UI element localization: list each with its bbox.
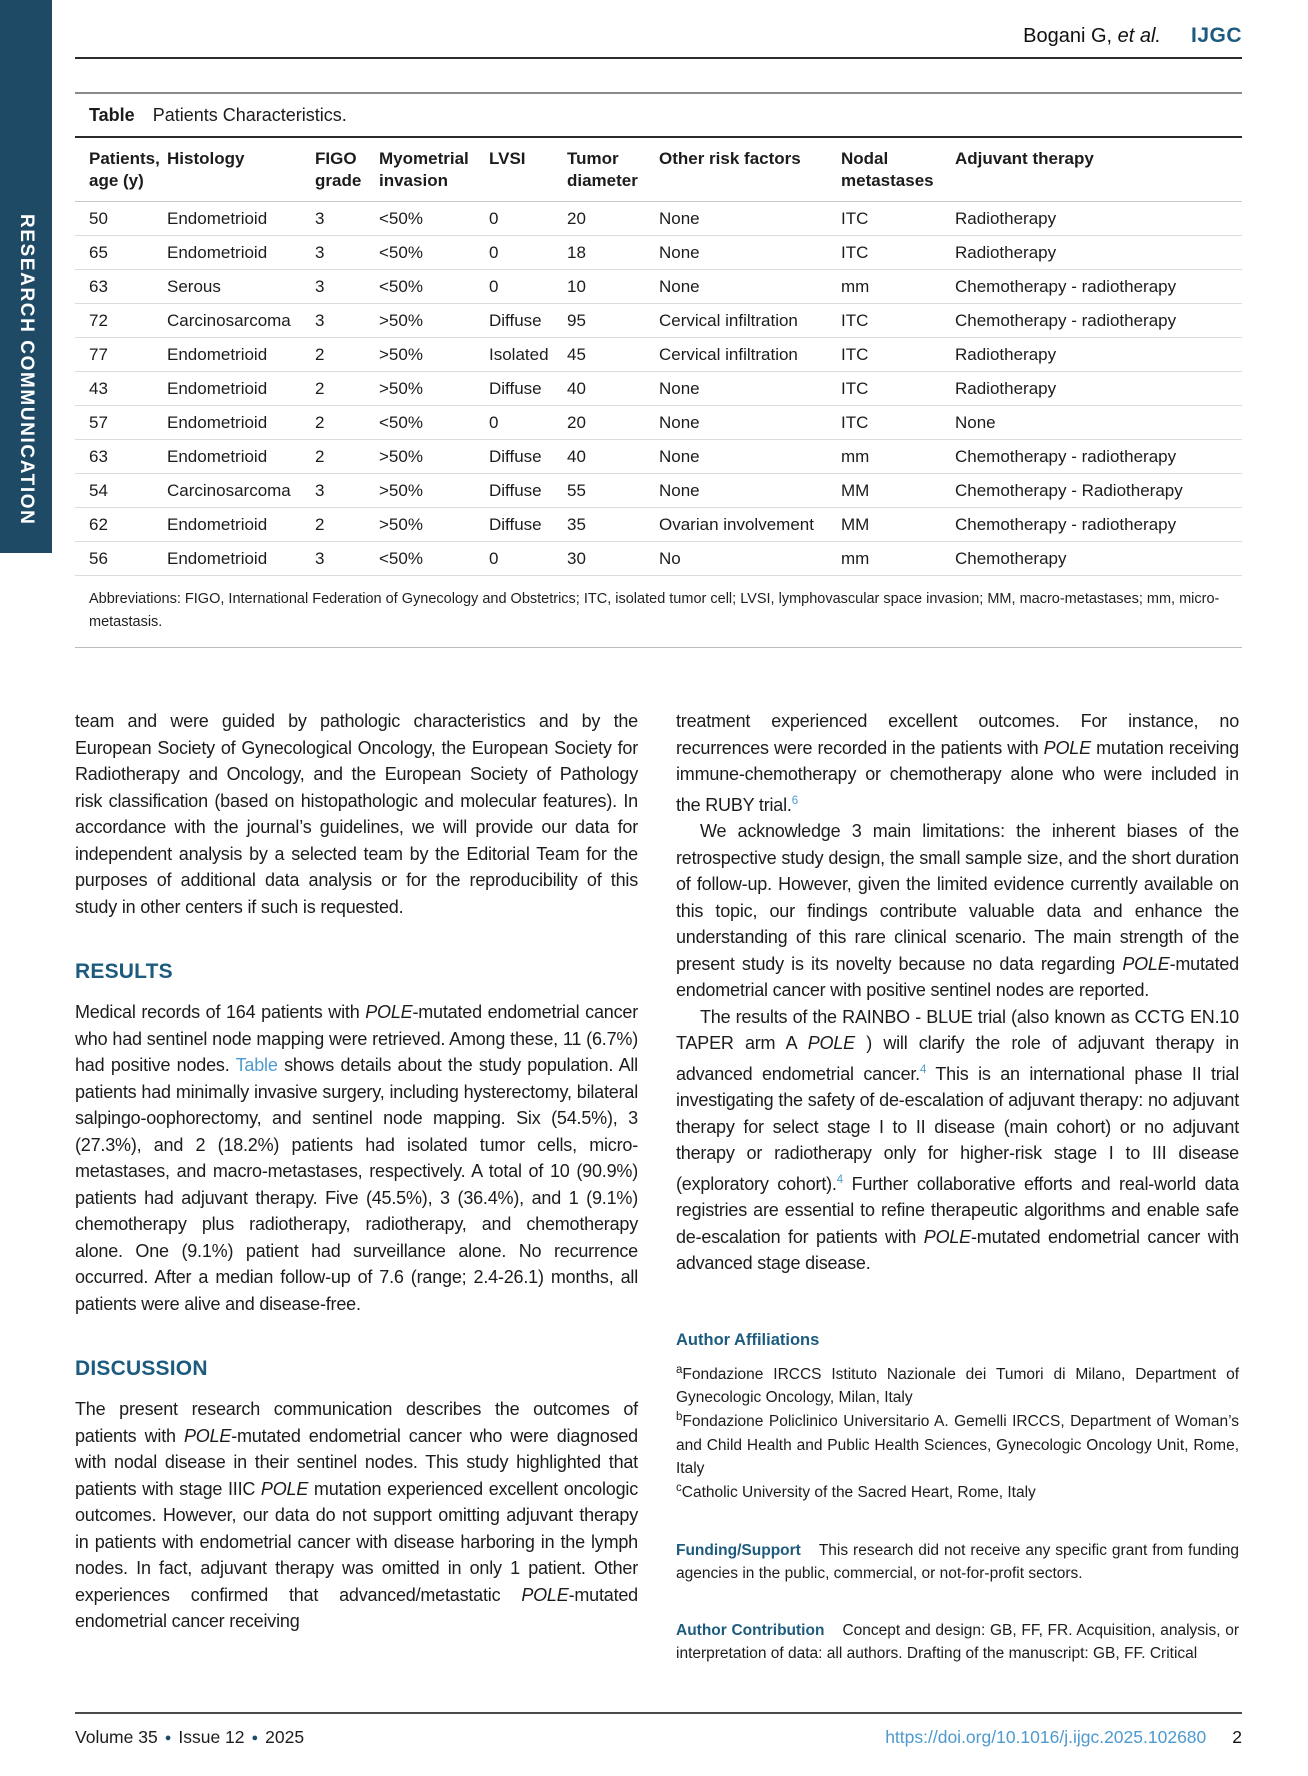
- table-row: [75, 338, 1242, 372]
- text-segment: POLE: [260, 1478, 309, 1499]
- table-cell: None: [659, 406, 841, 440]
- table-cell: Carcinosarcoma: [167, 304, 315, 338]
- text-segment: -mutated endometrial cancer who had sentinel node mapping were retrieved. Among these, 11 (6.7%) had positive nodes.: [75, 1002, 639, 1076]
- table-cell: Chemotherapy - radiotherapy: [955, 304, 1242, 338]
- column-header: Myometrial invasion: [379, 138, 489, 202]
- patients-table-section: [75, 92, 1242, 648]
- table-cell: Diffuse: [489, 508, 567, 542]
- table-cell: 3: [315, 304, 379, 338]
- table-cell: Carcinosarcoma: [167, 474, 315, 508]
- table-cell: 3: [315, 542, 379, 576]
- table-cell: ITC: [841, 202, 955, 236]
- table-cell: None: [659, 440, 841, 474]
- affiliation-marker: b: [676, 1411, 683, 1424]
- table-cell: <50%: [379, 202, 489, 236]
- affiliations-heading: Author Affiliations: [676, 1330, 820, 1349]
- table-cell: 0: [489, 236, 567, 270]
- running-head-authors: [1023, 25, 1161, 48]
- text-segment: The present research communication describes the outcomes of patients with: [75, 1399, 638, 1446]
- table-cell: Cervical infiltration: [659, 304, 841, 338]
- reference-link[interactable]: 4: [836, 1173, 843, 1186]
- left-column: [75, 708, 638, 1665]
- table-cell: <50%: [379, 270, 489, 304]
- table-cell: 3: [315, 202, 379, 236]
- authors-text: Bogani G,: [1023, 25, 1113, 47]
- table-cell: 30: [567, 542, 659, 576]
- body-paragraph: [676, 1004, 1239, 1277]
- table-row: [75, 474, 1242, 508]
- table-cell: 2: [315, 508, 379, 542]
- contribution-text: Concept and design: GB, FF, FR. Acquisition, analysis, or interpretation of data: all authors. Drafting of the manuscript: GB, FF. Critical: [676, 1622, 1239, 1663]
- affiliation-text: Fondazione IRCCS Istituto Nazionale dei Tumori di Milano, Department of Gynecologic Oncology, Milan, Italy: [676, 1365, 1239, 1407]
- doi-and-page: [885, 1727, 1242, 1748]
- table-cell: 63: [75, 270, 167, 304]
- table-cell: 2: [315, 372, 379, 406]
- table-cell: 0: [489, 542, 567, 576]
- table-cell: Chemotherapy: [955, 542, 1242, 576]
- table-cell: 2: [315, 440, 379, 474]
- text-segment: -mutated endometrial cancer with advanced stage disease.: [676, 1226, 1239, 1274]
- table-row: [75, 304, 1242, 338]
- page-footer: [75, 1712, 1242, 1748]
- table-cell: Chemotherapy - radiotherapy: [955, 508, 1242, 542]
- column-header: Nodal metastases: [841, 138, 955, 202]
- results-paragraph: [75, 999, 638, 1317]
- table-cell: Radiotherapy: [955, 236, 1242, 270]
- table-cell: >50%: [379, 372, 489, 406]
- table-cell: Endometrioid: [167, 338, 315, 372]
- page: [75, 0, 1242, 1666]
- etal-text: et al.: [1117, 25, 1161, 47]
- table-cell: MM: [841, 474, 955, 508]
- text-segment: team and were guided by pathologic characteristics and by the European Society of Gynecological Oncology, the European Society for Radiotherapy and Oncology, and the European Society of Pathology risk classification (based on histopathologic and molecular features). In accordance with the journal’s guidelines, we will provide our data for independent analysis by a selected team by the Editorial Team for the purposes of additional data analysis or for the reproducibility of this study in other centers if such is requested.: [75, 711, 638, 917]
- table-cell: Endometrioid: [167, 542, 315, 576]
- table-cell: 3: [315, 236, 379, 270]
- text-segment: -mutated endometrial cancer who were diagnosed with nodal disease in their sentinel nodes. This study highlighted that patients with stage IIIC: [75, 1425, 638, 1499]
- volume-text: Volume 35: [75, 1727, 158, 1747]
- body-paragraph: [676, 818, 1239, 1004]
- body-paragraph: [676, 708, 1239, 818]
- table-cell: 3: [315, 474, 379, 508]
- text-segment: POLE: [521, 1584, 569, 1605]
- table-cell: 2: [315, 406, 379, 440]
- table-cell: ITC: [841, 236, 955, 270]
- discussion-paragraph: [75, 1396, 638, 1635]
- column-header: Histology: [167, 138, 315, 202]
- inline-link[interactable]: Table: [235, 1055, 278, 1076]
- text-segment: -mutated endometrial cancer receiving: [75, 1584, 638, 1632]
- discussion-heading: DISCUSSION: [75, 1357, 208, 1381]
- table-row: [75, 372, 1242, 406]
- table-cell: Endometrioid: [167, 508, 315, 542]
- table-cell: Endometrioid: [167, 236, 315, 270]
- table-cell: ITC: [841, 338, 955, 372]
- text-segment: mutation receiving immune-chemotherapy or chemotherapy alone who were included in the RUBY trial.: [676, 737, 1239, 815]
- table-cell: >50%: [379, 440, 489, 474]
- table-cell: Endometrioid: [167, 406, 315, 440]
- issue-info: [75, 1727, 304, 1748]
- table-cell: None: [659, 372, 841, 406]
- contribution-paragraph: [676, 1619, 1239, 1666]
- reference-link[interactable]: 4: [919, 1063, 927, 1076]
- text-segment: We acknowledge 3 main limitations: the inherent biases of the retrospective study design, the small sample size, and the short duration of follow-up. However, given the limited evidence currently available on this topic, our findings contribute valuable data and enhance the understanding of this rare clinical scenario. The main strength of the present study is its novelty because no data regarding: [676, 821, 1239, 974]
- funding-paragraph: [676, 1539, 1239, 1586]
- table-cell: <50%: [379, 236, 489, 270]
- affiliation-item: [676, 1480, 1239, 1504]
- table-cell: mm: [841, 440, 955, 474]
- text-segment: treatment experienced excellent outcomes. For instance, no recurrences were recorded in the patients with: [676, 711, 1239, 758]
- table-row: [75, 440, 1242, 474]
- table-cell: Radiotherapy: [955, 202, 1242, 236]
- journal-logo: IJGC: [1190, 24, 1242, 47]
- table-cell: Chemotherapy - radiotherapy: [955, 270, 1242, 304]
- article-body: [75, 708, 1242, 1665]
- table-cell: 40: [567, 440, 659, 474]
- table-label: Table: [89, 105, 135, 125]
- text-segment: The results of the RAINBO - BLUE trial (also known as CCTG EN.10 TAPER arm A: [676, 1006, 1239, 1054]
- column-header: FIGO grade: [315, 138, 379, 202]
- table-cell: 0: [489, 270, 567, 304]
- table-cell: 62: [75, 508, 167, 542]
- column-header: Other risk factors: [659, 138, 841, 202]
- table-cell: <50%: [379, 542, 489, 576]
- table-cell: Diffuse: [489, 304, 567, 338]
- table-cell: <50%: [379, 406, 489, 440]
- year-text: 2025: [265, 1727, 305, 1747]
- table-cell: >50%: [379, 304, 489, 338]
- table-cell: No: [659, 542, 841, 576]
- column-header: LVSI: [489, 138, 567, 202]
- column-header: Patients, age (y): [75, 138, 167, 202]
- text-segment: shows details about the study population. All patients had minimally invasive surgery, including hysterectomy, bilateral salpingo-oophorectomy, and sentinel node mapping. Six (54.5%), 3 (27.3%), and 2 (18.2%) patients had isolated tumor cells, micro-metastases, and macro-metastases, respectively. A total of 10 (90.9%) patients had adjuvant therapy. Five (45.5%), 3 (36.4%), and 1 (9.1%) chemotherapy plus radiotherapy, radiotherapy, and chemotherapy alone. One (9.1%) patient had surveillance alone. No recurrence occurred. After a median follow-up of 7.6 (range; 2.4-26.1) months, all patients were alive and disease-free.: [75, 1055, 638, 1314]
- column-header: Adjuvant therapy: [955, 138, 1242, 202]
- table-cell: Radiotherapy: [955, 338, 1242, 372]
- table-cell: 45: [567, 338, 659, 372]
- reference-link[interactable]: 6: [791, 794, 798, 807]
- funding-heading: Funding/Support: [676, 1541, 801, 1559]
- table-cell: 72: [75, 304, 167, 338]
- table-cell: ITC: [841, 406, 955, 440]
- text-segment: POLE: [183, 1425, 232, 1446]
- doi-link[interactable]: https://doi.org/10.1016/j.ijgc.2025.102680: [885, 1727, 1207, 1747]
- table-cell: Chemotherapy - Radiotherapy: [955, 474, 1242, 508]
- table-cell: 20: [567, 406, 659, 440]
- contribution-heading: Author Contribution: [676, 1622, 825, 1640]
- table-cell: None: [659, 236, 841, 270]
- table-cell: None: [659, 202, 841, 236]
- table-cell: 10: [567, 270, 659, 304]
- table-cell: Chemotherapy - radiotherapy: [955, 440, 1242, 474]
- table-row: [75, 406, 1242, 440]
- table-row: [75, 508, 1242, 542]
- text-segment: ) will clarify the role of adjuvant therapy in advanced endometrial cancer.: [676, 1033, 1239, 1084]
- research-communication-banner: [0, 0, 52, 553]
- table-cell: Serous: [167, 270, 315, 304]
- table-cell: 20: [567, 202, 659, 236]
- table-cell: 54: [75, 474, 167, 508]
- table-cell: >50%: [379, 474, 489, 508]
- table-cell: MM: [841, 508, 955, 542]
- column-header: Tumor diameter: [567, 138, 659, 202]
- text-segment: POLE: [923, 1226, 971, 1247]
- affiliations-list: [676, 1362, 1239, 1505]
- table-cell: Endometrioid: [167, 440, 315, 474]
- affiliation-text: Fondazione Policlinico Universitario A. Gemelli IRCCS, Department of Woman’s and Child Health and Public Health Sciences, Gynecologic Oncology Unit, Rome, Italy: [676, 1413, 1239, 1477]
- table-cell: Diffuse: [489, 474, 567, 508]
- results-heading: RESULTS: [75, 960, 173, 984]
- affiliation-marker: a: [676, 1363, 683, 1376]
- table-cell: 57: [75, 406, 167, 440]
- table-title-text: Patients Characteristics.: [152, 105, 347, 125]
- table-cell: 77: [75, 338, 167, 372]
- table-cell: Isolated: [489, 338, 567, 372]
- affiliation-marker: c: [676, 1482, 682, 1495]
- table-cell: ITC: [841, 372, 955, 406]
- table-cell: 18: [567, 236, 659, 270]
- table-abbreviations: Abbreviations: FIGO, International Federation of Gynecology and Obstetrics; ITC, isolated tumor cell; LVSI, lymphovascular space invasion; MM, macro-metastases; mm, micro-metastasis.: [89, 591, 1220, 630]
- table-cell: None: [659, 474, 841, 508]
- text-segment: POLE: [365, 1002, 413, 1023]
- table-row: [75, 270, 1242, 304]
- table-cell: 63: [75, 440, 167, 474]
- table-cell: 50: [75, 202, 167, 236]
- table-cell: 0: [489, 406, 567, 440]
- text-segment: mutation experienced excellent oncologic outcomes. However, our data do not support omitting adjuvant therapy in patients with endometrial cancer with disease harboring in the lymph nodes. In fact, adjuvant therapy was omitted in only 1 patient. Other experiences confirmed that advanced/metastatic: [75, 1478, 638, 1605]
- text-segment: Medical records of 164 patients with: [75, 1002, 366, 1023]
- issue-text: Issue 12: [178, 1727, 245, 1747]
- table-cell: ITC: [841, 304, 955, 338]
- banner-label: RESEARCH COMMUNICATION: [16, 213, 37, 525]
- affiliation-item: [676, 1362, 1239, 1410]
- table-cell: 65: [75, 236, 167, 270]
- text-segment: -mutated endometrial cancer with positive sentinel nodes are reported.: [676, 953, 1239, 1001]
- table-row: [75, 236, 1242, 270]
- table-caption: [75, 94, 1242, 138]
- text-segment: POLE: [1122, 953, 1170, 974]
- table-cell: Diffuse: [489, 372, 567, 406]
- table-cell: Radiotherapy: [955, 372, 1242, 406]
- table-cell: 40: [567, 372, 659, 406]
- table-cell: 56: [75, 542, 167, 576]
- page-number: 2: [1232, 1727, 1242, 1747]
- table-cell: Endometrioid: [167, 202, 315, 236]
- funding-text: This research did not receive any specific grant from funding agencies in the public, commercial, or not-for-profit sectors.: [676, 1541, 1239, 1582]
- table-cell: 55: [567, 474, 659, 508]
- table-cell: Diffuse: [489, 440, 567, 474]
- table-cell: >50%: [379, 338, 489, 372]
- running-head: [75, 0, 1242, 59]
- text-segment: POLE: [807, 1033, 855, 1054]
- table-cell: None: [659, 270, 841, 304]
- table-cell: Ovarian involvement: [659, 508, 841, 542]
- dot-icon: ●: [251, 1732, 259, 1744]
- table-cell: 2: [315, 338, 379, 372]
- patients-table: [75, 138, 1242, 576]
- table-row: [75, 542, 1242, 576]
- dot-icon: ●: [164, 1732, 172, 1744]
- affiliation-text: Catholic University of the Sacred Heart, Rome, Italy: [681, 1484, 1036, 1502]
- text-segment: Further collaborative efforts and real-world data registries are essential to refine therapeutic algorithms and enable safe de-escalation for patients with: [676, 1173, 1239, 1247]
- table-cell: Cervical infiltration: [659, 338, 841, 372]
- table-cell: 3: [315, 270, 379, 304]
- table-cell: 95: [567, 304, 659, 338]
- text-segment: POLE: [1043, 737, 1091, 758]
- table-cell: >50%: [379, 508, 489, 542]
- table-body: [75, 202, 1242, 576]
- table-cell: mm: [841, 270, 955, 304]
- table-row: [75, 202, 1242, 236]
- right-column: [676, 708, 1239, 1665]
- text-segment: This is an international phase II trial investigating the safety of de-escalation of adjuvant therapy: no adjuvant therapy for select stage I to II disease (main cohort) or no adjuvant therapy or radiotherapy only for higher-risk stage I to III disease (exploratory cohort).: [676, 1063, 1239, 1194]
- table-cell: 43: [75, 372, 167, 406]
- table-cell: 0: [489, 202, 567, 236]
- table-cell: 35: [567, 508, 659, 542]
- table-cell: Endometrioid: [167, 372, 315, 406]
- affiliation-item: [676, 1409, 1239, 1480]
- table-cell: mm: [841, 542, 955, 576]
- intro-paragraph: [75, 708, 638, 920]
- table-header-row: [75, 138, 1242, 202]
- table-cell: None: [955, 406, 1242, 440]
